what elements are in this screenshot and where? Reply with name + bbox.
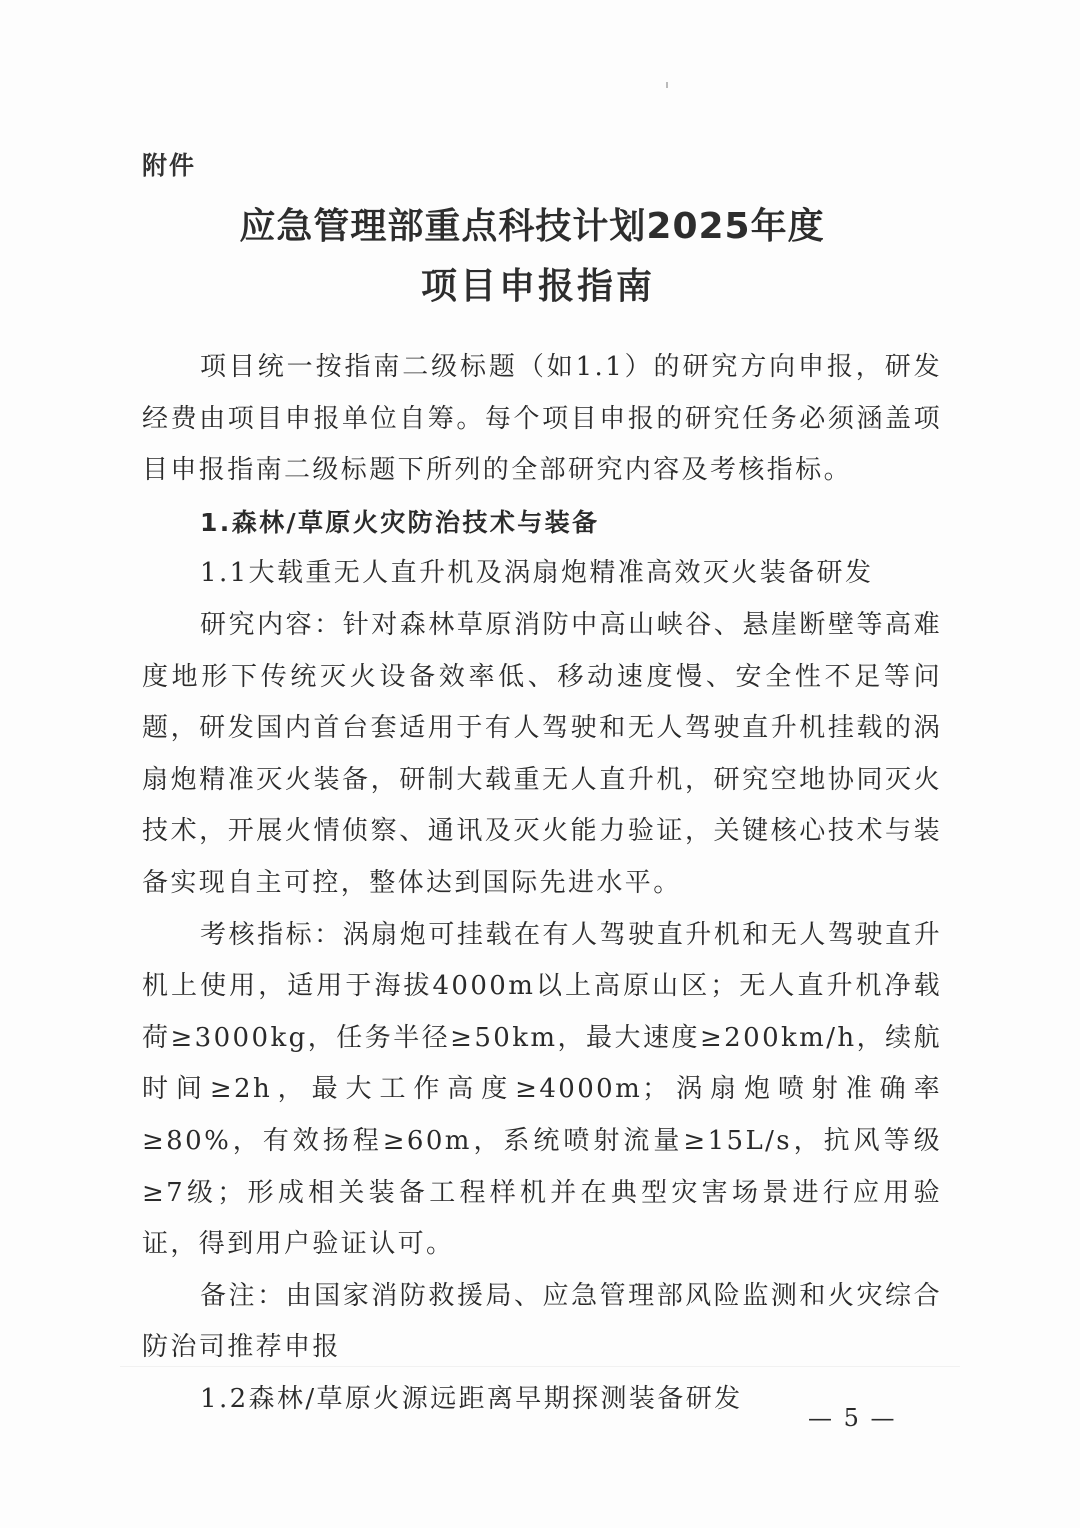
remarks-paragraph: 备注：由国家消防救援局、应急管理部风险监测和火灾综合防治司推荐申报 bbox=[142, 1280, 942, 1363]
attachment-label: 附件 bbox=[142, 151, 197, 180]
intro-paragraph: 项目统一按指南二级标题（如1.1）的研究方向申报，研发经费由项目申报单位自筹。每个项目申报的研究任务必须涵盖项目申报指南二级标题下所列的全部研究内容及考核指标。 bbox=[142, 352, 942, 486]
footer-divider bbox=[120, 1366, 960, 1367]
assessment-indicators-paragraph: 考核指标：涡扇炮可挂载在有人驾驶直升机和无人驾驶直升机上使用，适用于海拔4000m以上高原山区；无人直升机净载荷≥3000kg，任务半径≥50km，最大速度≥200km/h，续航时间≥2h，最大工作高度≥4000m；涡扇炮喷射准确率≥80%，有效扬程≥60m，系统喷射流量≥15L/s，抗风等级≥7级；形成相关装备工程样机并在典型灾害场景进行应用验证，得到用户验证认可。 bbox=[142, 919, 942, 1260]
section-1-1-heading: 1.1大载重无人直升机及涡扇炮精准高效灭火装备研发 bbox=[200, 558, 874, 589]
research-content-paragraph: 研究内容：针对森林草原消防中高山峡谷、悬崖断壁等高难度地形下传统灭火设备效率低、移动速度慢、安全性不足等问题，研发国内首台套适用于有人驾驶和无人驾驶直升机挂载的涡扇炮精准灭火装备，研制大载重无人直升机，研究空地协同灭火技术，开展火情侦察、通讯及灭火能力验证，关键核心技术与装备实现自主可控，整体达到国际先进水平。 bbox=[142, 609, 942, 898]
section-1-heading: 1.森林/草原火灾防治技术与装备 bbox=[200, 507, 600, 537]
document-title-line1: 应急管理部重点科技计划2025年度 bbox=[239, 206, 825, 247]
page-number: — 5 — bbox=[808, 1404, 897, 1432]
scan-artifact bbox=[666, 82, 668, 88]
section-1-2-heading: 1.2森林/草原火源远距离早期探测装备研发 bbox=[200, 1383, 743, 1414]
document-body bbox=[142, 342, 942, 1425]
document-title-line2: 项目申报指南 bbox=[420, 266, 655, 307]
